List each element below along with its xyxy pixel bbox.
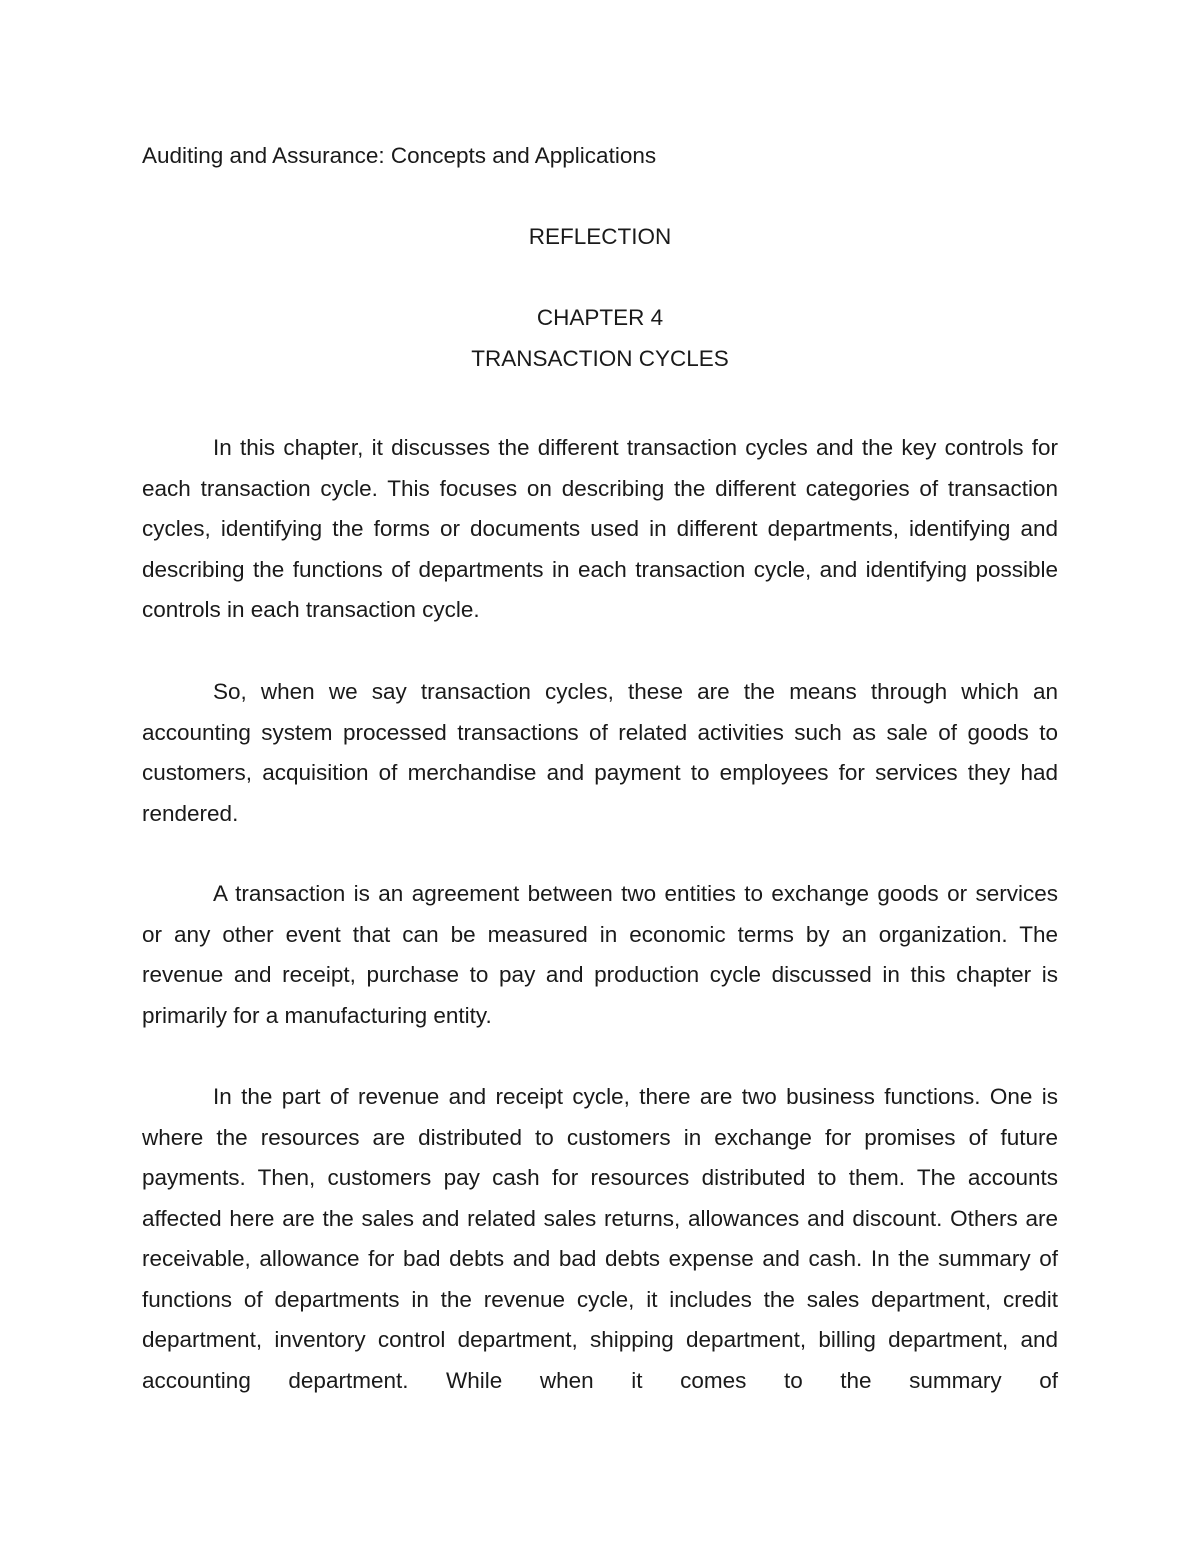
section-label: REFLECTION	[528, 224, 672, 249]
body-paragraph: In this chapter, it discusses the different transaction cycles and the key controls for each transaction cycle. This focuses on describing the different categories of transaction cycles, identifying the forms or documents used in different departments, identifying and describing the functions of departments in each transaction cycle, and identifying possible controls in each transaction cycle.	[142, 435, 1058, 622]
chapter-number: CHAPTER 4	[536, 305, 664, 330]
document-header-title: Auditing and Assurance: Concepts and Applications	[142, 143, 657, 168]
body-paragraph: A transaction is an agreement between two entities to exchange goods or services or any other event that can be measured in economic terms by an organization. The revenue and receipt, purchase to pay and production cycle discussed in this chapter is primarily for a manufacturing entity.	[142, 881, 1058, 1028]
body-paragraph: In the part of revenue and receipt cycle, there are two business functions. One is where the resources are distributed to customers in exchange for promises of future payments. Then, customers pay cash for resources distributed to them. The accounts affected here are the sales and related sales returns, allowances and discount. Others are receivable, allowance for bad debts and bad debts expense and cash. In the summary of functions of departments in the revenue cycle, it includes the sales department, credit department, inventory control department, shipping department, billing department, and accounting department. While when it comes to the summary of	[142, 1084, 1058, 1393]
body-paragraph: So, when we say transaction cycles, these are the means through which an accounting system processed transactions of related activities such as sale of goods to customers, acquisition of merchandise and payment to employees for services they had rendered.	[142, 679, 1058, 826]
chapter-title: TRANSACTION CYCLES	[471, 346, 729, 371]
